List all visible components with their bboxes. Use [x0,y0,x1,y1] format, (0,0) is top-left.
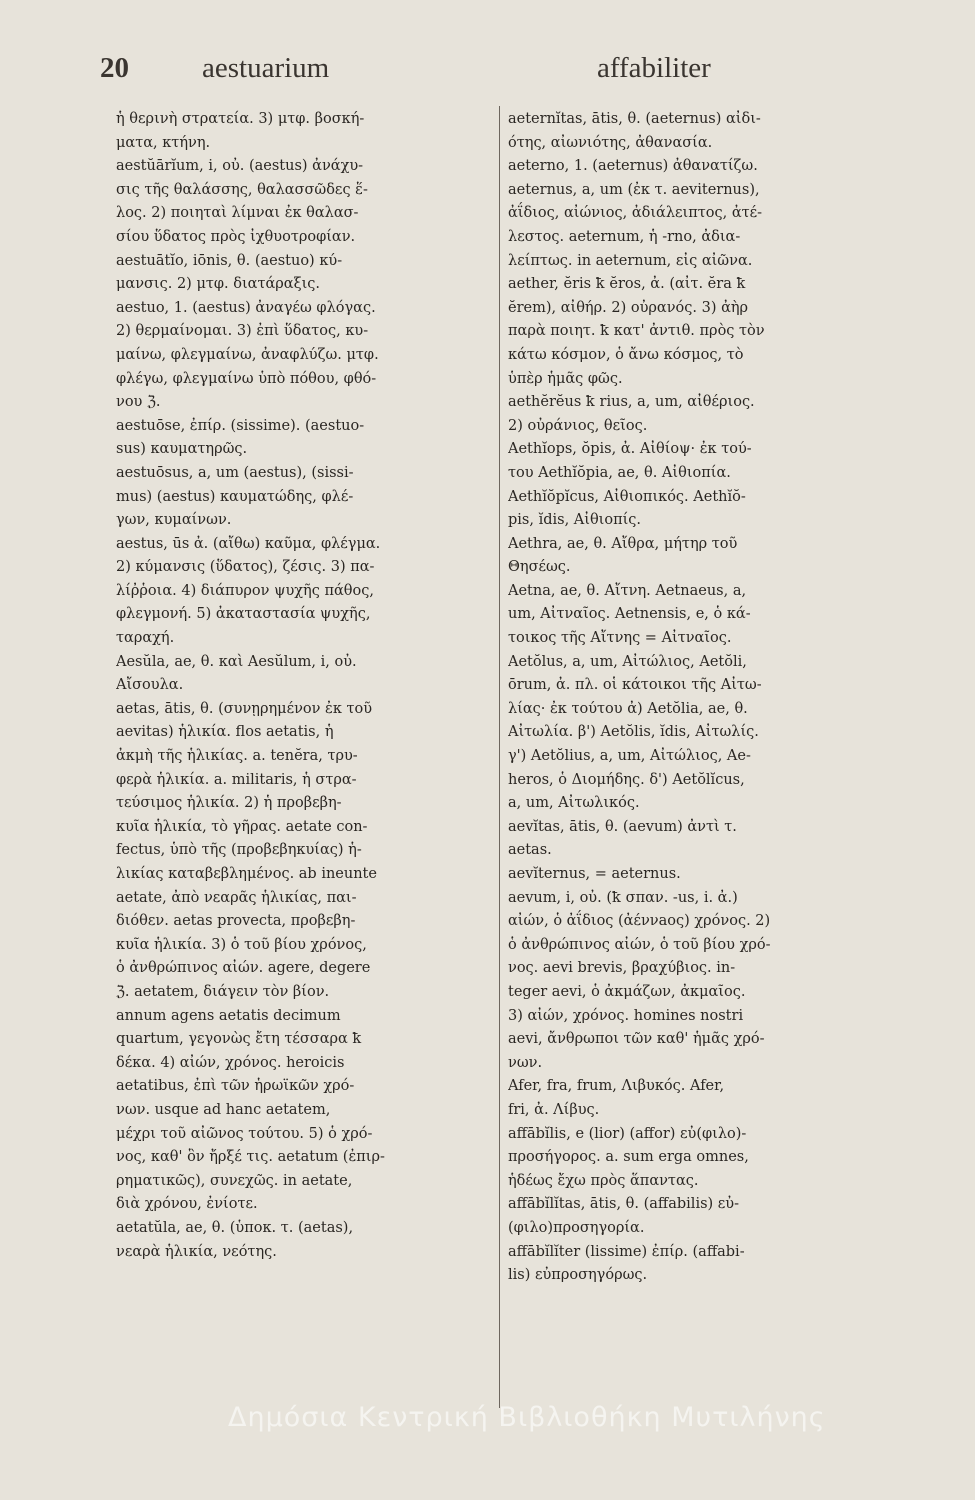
page-header [0,52,975,102]
entry-line: sus) καυματηρῶς. [116,441,248,458]
entry-line: του Aethĭŏpia, ae, θ. Αἰθιοπία. [508,464,731,481]
entry-line: aether, ĕris ꝁ ĕros, ἀ. (αἰτ. ĕra ꝁ [508,276,746,293]
entry-line: νων. [508,1054,543,1071]
entry-line: ματα, κτήνη. [116,134,211,151]
entry-line: φερὰ ἡλικία. a. militaris, ἡ στρα- [116,771,357,788]
left-guide-word: aestuarium [202,52,330,84]
entry-line: annum agens aetatis decimum [116,1007,341,1024]
entry-line: λικίας καταβεβλημένος. ab ineunte [116,866,377,882]
entry-line: Afer, fra, frum, Λιβυκός. Afer, [508,1078,725,1095]
entry-line: λεστος. aeternum, ἡ -rno, ἀδια- [508,228,741,245]
entry-line: διόθεν. aetas provecta, προβεβη- [116,913,356,930]
entry-line: aetate, ἀπὸ νεαρᾶς ἡλικίας, παι- [116,889,357,906]
entry-line: αἰών, ὁ ἀΐδιος (ἀέννaος) χρόνος. 2) [508,913,771,930]
entry-line: aestŭārĭum, i, οὐ. (aestus) ἀνάχυ- [116,158,364,175]
entry-line: aetas. [508,842,552,859]
entry-line: νος. aevi brevis, βραχύβιος. in- [508,960,736,977]
entry-line: κάτω κόσμον, ὁ ἄνω κόσμος, τὸ [508,346,744,363]
entry-line: Aesŭla, ae, θ. καὶ Aesŭlum, i, οὐ. [116,653,357,670]
entry-line: κυῖα ἡλικία. 3) ὁ τοῦ βίου χρόνος, [116,936,367,953]
entry-line: aestuōse, ἐπίρ. (sissime). (aestuo- [116,417,365,434]
entry-line: ταραχή. [116,630,175,647]
entry-line: aestus, ūs ἀ. (αἴθω) καῦμα, φλέγμα. [116,535,381,552]
entry-line: λείπτως. in aeternum, εἰς αἰῶνα. [508,252,753,269]
entry-line: σις τῆς θαλάσσης, θαλασσῶδες ἕ- [116,181,368,198]
entry-line: φλέγω, φλεγμαίνω ὑπὸ πόθου, φθό- [116,370,377,387]
entry-line: μαίνω, φλεγμαίνω, ἀναφλύζω. μτφ. [116,346,379,363]
entry-line: 2) οὐράνιος, θεῖος. [508,417,648,434]
entry-line: μέχρι τοῦ αἰῶνος τούτου. 5) ὁ χρό- [116,1125,373,1142]
entry-line: ὁ ἀνθρώπινος αἰών, ὁ τοῦ βίου χρό- [508,936,771,953]
entry-line: ōrum, ἀ. πλ. οἱ κάτοικοι τῆς Αἰτω- [508,677,762,694]
entry-line: aethĕrĕus ꝁ rius, a, um, αἰθέριος. [508,394,755,411]
entry-line: νεαρὰ ἡλικία, νεότης. [116,1243,277,1260]
entry-line: ρηματικῶς), συνεχῶς. in aetate, [116,1172,353,1189]
entry-line: γ') Aetŏlius, a, um, Αἰτώλιος, Ae- [508,748,751,765]
entry-line: 2) κύμανσις (ὕδατος), ζέσις. 3) πα- [116,559,375,576]
entry-line: affābĭlĭtas, ātis, θ. (affabilis) εὐ- [508,1196,740,1213]
entry-line: fectus, ὑπὸ τῆς (προβεβηκυίας) ἡ- [116,842,362,859]
entry-line: um, Αἰτναῖος. Aetnensis, e, ὁ κά- [508,606,751,623]
entry-line: affābĭlĭter (lissime) ἐπίρ. (affabi- [508,1243,745,1260]
entry-line: σίου ὕδατος πρὸς ἰχθυοτροφίαν. [116,228,356,245]
entry-line: Aethĭŏpĭcus, Αἰθιοπικός. Aethĭŏ- [508,488,746,505]
entry-line: διὰ χρόνου, ἐνίοτε. [116,1196,258,1213]
entry-line: aetatibus, ἐπὶ τῶν ἡρωϊκῶν χρό- [116,1078,355,1095]
entry-line: aeternĭtas, ātis, θ. (aeternus) αἰδι- [508,111,761,127]
page-number: 20 [100,52,129,84]
entry-line: ἀκμὴ τῆς ἡλικίας. a. tenĕra, τρυ- [116,748,358,765]
entry-line: μανσις. 2) μτφ. διατάραξις. [116,276,320,293]
entry-line: φλεγμονή. 5) ἀκαταστασία ψυχῆς, [116,606,371,623]
entry-line: δέκα. 4) αἰών, χρόνος. heroicis [116,1054,345,1071]
entry-line: aestuōsus, a, um (aestus), (sissi- [116,464,354,481]
entry-line: Θησέως. [508,559,571,576]
entry-line: κυῖα ἡλικία, τὸ γῆρας. aetate con- [116,818,368,835]
right-guide-word: affabiliter [597,52,711,84]
entry-line: νος, καθ' ὃν ἤρξέ τις. aetatum (ἐπιρ- [116,1149,385,1166]
entry-line: heros, ὁ Διομήδης. δ') Aetŏlĭcus, [508,771,745,788]
entry-line: quartum, γεγονὼς ἔτη τέσσαρα ꝁ [116,1031,362,1048]
entry-line: affābĭlis, e (lior) (affor) εὐ(φιλο)- [508,1125,747,1142]
entry-line: ὁ ἀνθρώπινος αἰών. agere, degere [116,960,371,977]
entry-line: aestuo, 1. (aestus) ἀναγέω φλόγας. [116,299,376,316]
entry-line: aevĭternus, = aeternus. [508,866,681,882]
entry-line: τοικος τῆς Αἴτνης = Αἰτναῖος. [508,630,732,647]
entry-line: ὑπὲρ ἡμᾶς φῶς. [508,370,623,387]
entry-line: ἡ θερινὴ στρατεία. 3) μτφ. βοσκή- [116,111,365,127]
entry-line: νου ℨ. [116,394,161,411]
entry-line: λίας· ἐκ τούτου ἀ) Aetŏlia, ae, θ. [508,700,748,717]
entry-line: aevum, i, οὐ. (ꝁ σπαν. -us, i. ἀ.) [508,889,738,906]
entry-line: Aethra, ae, θ. Αἴθρα, μήτηρ τοῦ [508,535,738,552]
entry-line: (φιλο)προσηγορία. [508,1219,645,1236]
entry-line: νων. usque ad hanc aetatem, [116,1101,331,1118]
entry-line: προσήγορος. a. sum erga omnes, [508,1149,749,1166]
entry-line: Αἴσουλα. [116,677,184,694]
entry-line: 3) αἰών, χρόνος. homines nostri [508,1007,744,1024]
entry-line: λίῤῥοια. 4) διάπυρον ψυχῆς πάθος, [116,582,374,599]
entry-line: aeternus, a, um (ἐκ τ. aeviternus), [508,181,760,198]
entry-line: ἀΐδιος, αἰώνιος, ἀδιάλειπτος, ἀτέ- [508,205,763,222]
entry-line: γων, κυμαίνων. [116,512,232,529]
entry-line: Aetna, ae, θ. Αἴτνη. Aetnaeus, a, [508,582,747,599]
entry-line: ℨ. aetatem, διάγειν τὸν βίον. [116,983,330,1000]
entry-line: Αἰτωλία. β') Aetŏlis, ĭdis, Αἰτωλίς. [508,724,759,741]
entry-line: teger aevi, ὁ ἀκμάζων, ἀκμαῖος. [508,983,746,1000]
entry-line: aetas, ātis, θ. (συνῃρημένον ἐκ τοῦ [116,700,373,717]
entry-line: aevitas) ἡλικία. flos aetatis, ἡ [116,724,334,741]
entry-line: ἡδέως ἔχω πρὸς ἅπαντας. [508,1172,699,1189]
library-watermark: Δημόσια Κεντρική Βιβλιοθήκη Μυτιλήνης [228,1402,826,1433]
entry-line: lis) εὐπροσηγόρως. [508,1267,648,1284]
entry-line: 2) θερμαίνομαι. 3) ἐπὶ ὕδατος, κυ- [116,323,369,340]
column-divider [499,106,500,1408]
entry-line: aestuātĭo, iōnis, θ. (aestuo) κύ- [116,252,343,269]
entry-line: aeterno, 1. (aeternus) ἀθανατίζω. [508,158,758,175]
entry-line: τεύσιμος ἡλικία. 2) ἡ προβεβη- [116,795,342,812]
entry-line: Aetŏlus, a, um, Αἰτώλιος, Aetŏli, [508,653,747,670]
entry-line: aetatŭla, ae, θ. (ὑποκ. τ. (aetas), [116,1219,354,1236]
entry-line: pis, ĭdis, Αἰθιοπίς. [508,512,642,529]
entry-line: fri, ἀ. Λίβυς. [508,1101,600,1118]
entry-line: Aethĭops, ŏpis, ἀ. Αἰθίοψ· ἐκ τού- [508,441,752,458]
entry-line: mus) (aestus) καυματώδης, φλέ- [116,488,354,505]
entry-line: λος. 2) ποιηταὶ λίμναι ἐκ θαλασ- [116,205,359,222]
right-column [508,108,896,1288]
entry-line: aevĭtas, ātis, θ. (aevum) ἀντὶ τ. [508,818,737,835]
left-column [116,108,500,1264]
entry-line: aevi, ἄνθρωποι τῶν καθ' ἡμᾶς χρό- [508,1031,765,1048]
entry-line: ότης, αἰωνιότης, ἀθανασία. [508,134,713,151]
entry-line: a, um, Αἰτωλικός. [508,795,640,812]
entry-line: παρὰ ποιητ. ꝁ κατ' ἀντιθ. πρὸς τὸν [508,323,765,340]
entry-line: ĕrem), αἰθήρ. 2) οὐρανός. 3) ἀὴρ [508,299,749,316]
